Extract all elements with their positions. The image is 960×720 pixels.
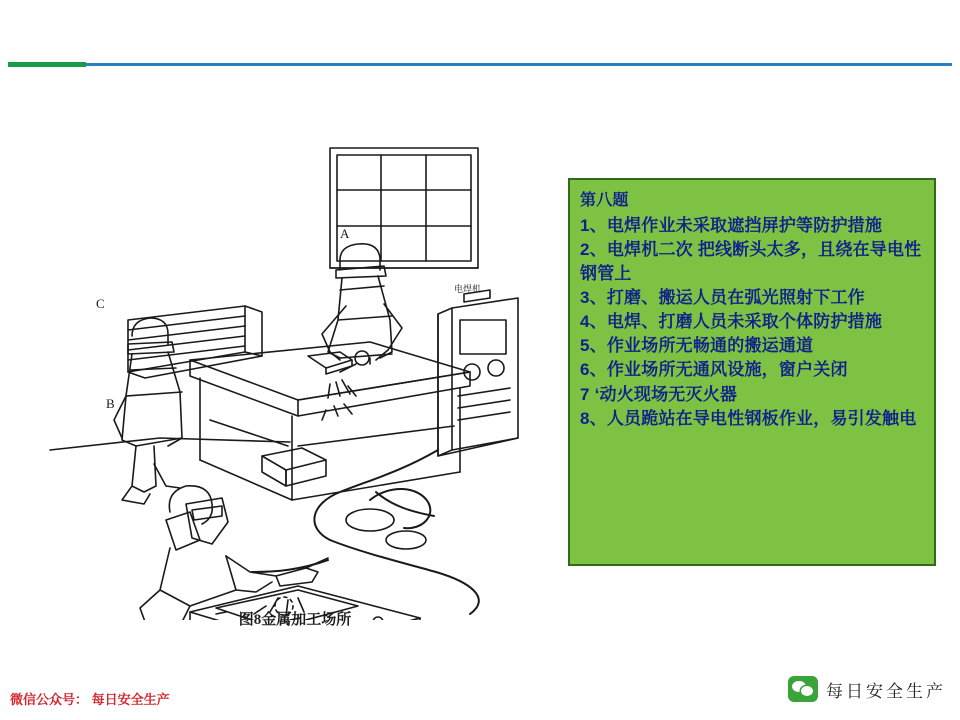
figure-caption: 图8金属加工场所 (238, 612, 352, 628)
answer-item-4: 4、电焊、打磨人员未采取个体防护措施 (580, 312, 883, 332)
workshop-illustration (40, 120, 550, 620)
brand-name: 每日安全生产 (826, 681, 946, 701)
answer-item-5: 5、作业场所无畅通的搬运通道 (580, 336, 814, 356)
answer-item-8: 8、人员跪站在导电性钢板作业，易引发触电 (580, 408, 917, 428)
answer-item-7: 7 ‘动火现场无灭火器 (580, 384, 738, 404)
answer-item-1: 1、电焊作业未采取遮挡屏护等防护措施 (580, 215, 883, 235)
svg-text:电焊机: 电焊机 (454, 284, 482, 294)
label-a: A (340, 226, 350, 241)
top-rule-blue (86, 63, 952, 66)
answer-item-3: 3、打磨、搬运人员在弧光照射下工作 (580, 288, 865, 308)
label-b: B (106, 396, 115, 411)
answer-panel-title: 第八题 (580, 192, 629, 209)
wechat-icon (788, 676, 818, 702)
brand-footer (788, 676, 946, 702)
answer-item-6: 6、作业场所无通风设施，窗户关闭 (580, 360, 848, 380)
answer-panel (568, 178, 936, 566)
label-c: C (96, 296, 105, 311)
top-rule-green (8, 62, 86, 67)
wechat-account-note: 微信公众号： 每日安全生产 (10, 692, 170, 707)
answer-item-2: 2、电焊机二次 把线断头太多，且绕在导电性钢管上 (580, 239, 922, 283)
